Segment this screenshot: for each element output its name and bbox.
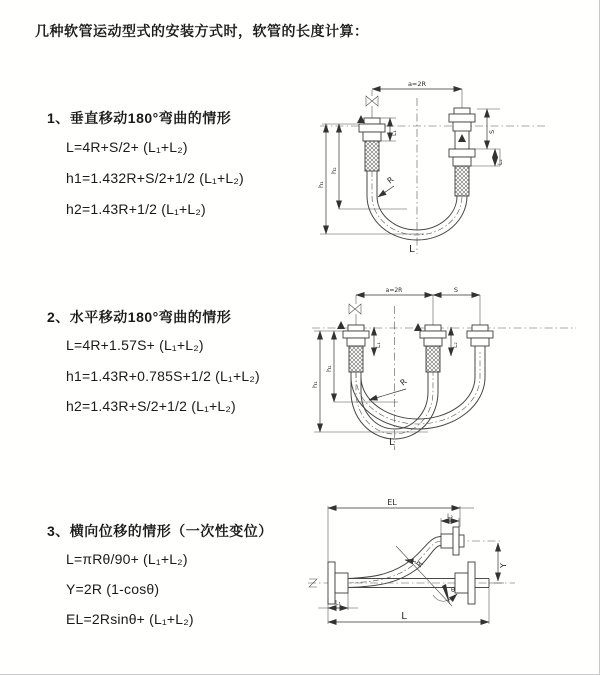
flange-left — [357, 115, 385, 171]
dimension-radius — [378, 175, 396, 197]
dim-label-l2: L₂ — [497, 159, 504, 165]
lateral-displacement-diagram — [300, 498, 595, 640]
section-3-heading: 3、横向位移的情形（一次性变位） — [47, 523, 273, 539]
flange-middle-position — [414, 323, 446, 372]
formula-2-h2: h2=1.43R+S/2+1/2 (L₁+L₂) — [66, 398, 236, 414]
dim-label-l1: L₁ — [391, 130, 398, 136]
flange-right-lower-position — [449, 149, 475, 196]
dimension-a2r — [356, 287, 433, 295]
dimension-radius — [405, 559, 425, 569]
vertical-180-bend-diagram — [312, 76, 580, 258]
formula-1-h1: h1=1.432R+S/2+1/2 (L₁+L₂) — [66, 170, 244, 186]
dim-label-s: S — [488, 129, 496, 134]
formula-3-el: EL=2Rsinθ+ (L₁+L₂) — [66, 611, 194, 627]
dim-label-y: Y — [499, 563, 508, 568]
formula-1-l: L=4R+S/2+ (L₁+L₂) — [66, 139, 188, 155]
horizontal-180-bend-diagram — [308, 282, 593, 454]
formula-2-l: L=4R+1.57S+ (L₁+L₂) — [66, 337, 204, 353]
dimension-el — [328, 498, 474, 562]
formula-1-h2: h2=1.43R+1/2 (L₁+L₂) — [66, 201, 206, 217]
dim-label-l2: L₂ — [452, 342, 459, 348]
flange-right-moved-position — [467, 325, 493, 352]
centerlines — [320, 89, 547, 254]
dim-label-r: R — [398, 377, 409, 388]
dimension-l1 — [318, 593, 358, 610]
section-2-heading: 2、水平移动180°弯曲的情形 — [47, 309, 232, 325]
movement-arrow-icon — [458, 134, 466, 142]
valve-icon — [366, 96, 378, 106]
dim-label-h1: h₁ — [311, 381, 319, 388]
dim-label-h1: h₁ — [317, 181, 325, 188]
formula-2-h1: h1=1.43R+0.785S+1/2 (L₁+L₂) — [66, 368, 260, 384]
dimension-l2 — [451, 327, 459, 356]
dim-label-a2r: a=2R — [407, 80, 427, 88]
movement-arrow-icon — [414, 323, 422, 331]
dim-label-s: S — [453, 286, 459, 294]
braid-section — [455, 166, 469, 196]
flow-arrow-icon — [337, 321, 345, 329]
centerlines — [312, 295, 576, 450]
valve-icon — [349, 304, 361, 314]
dim-label-l1: L₁ — [375, 342, 382, 348]
dimension-y — [491, 543, 508, 583]
dim-label-r: R — [414, 559, 426, 570]
braid-section — [426, 346, 440, 372]
dimension-l1 — [374, 327, 382, 356]
dim-label-l: L — [389, 437, 395, 448]
braid-section — [349, 346, 363, 372]
formula-3-l: L=πRθ/90+ (L₁+L₂) — [66, 551, 188, 567]
dim-label-el: EL — [387, 498, 397, 507]
dimension-s — [433, 286, 480, 295]
flange-left — [328, 562, 348, 604]
flange-left — [337, 321, 369, 372]
dim-label-h2: h₂ — [330, 167, 338, 174]
dim-label-l: L — [401, 611, 407, 622]
dimension-a2r — [372, 80, 462, 89]
hose-u-bend-position-2 — [351, 352, 485, 429]
flange-right-upper-position — [449, 108, 475, 149]
dim-label-l1: L₁ — [335, 599, 341, 607]
page-title: 几种软管运动型式的安装方式时，软管的长度计算： — [35, 23, 369, 39]
braid-section — [365, 141, 379, 171]
section-1-heading: 1、垂直移动180°弯曲的情形 — [47, 110, 232, 126]
dimension-radius — [369, 377, 409, 400]
hose-displaced-position — [348, 537, 441, 588]
dim-label-h2: h₂ — [325, 365, 333, 372]
dim-label-l2: L₂ — [447, 513, 453, 520]
dim-label-a2r: a=2R — [385, 287, 403, 294]
dim-label-l: L — [409, 244, 415, 255]
formula-3-y: Y=2R (1-cosθ) — [66, 581, 160, 597]
dim-label-theta: θ — [451, 586, 455, 594]
dim-label-r: R — [385, 175, 396, 186]
flange-right-upper — [441, 527, 464, 555]
